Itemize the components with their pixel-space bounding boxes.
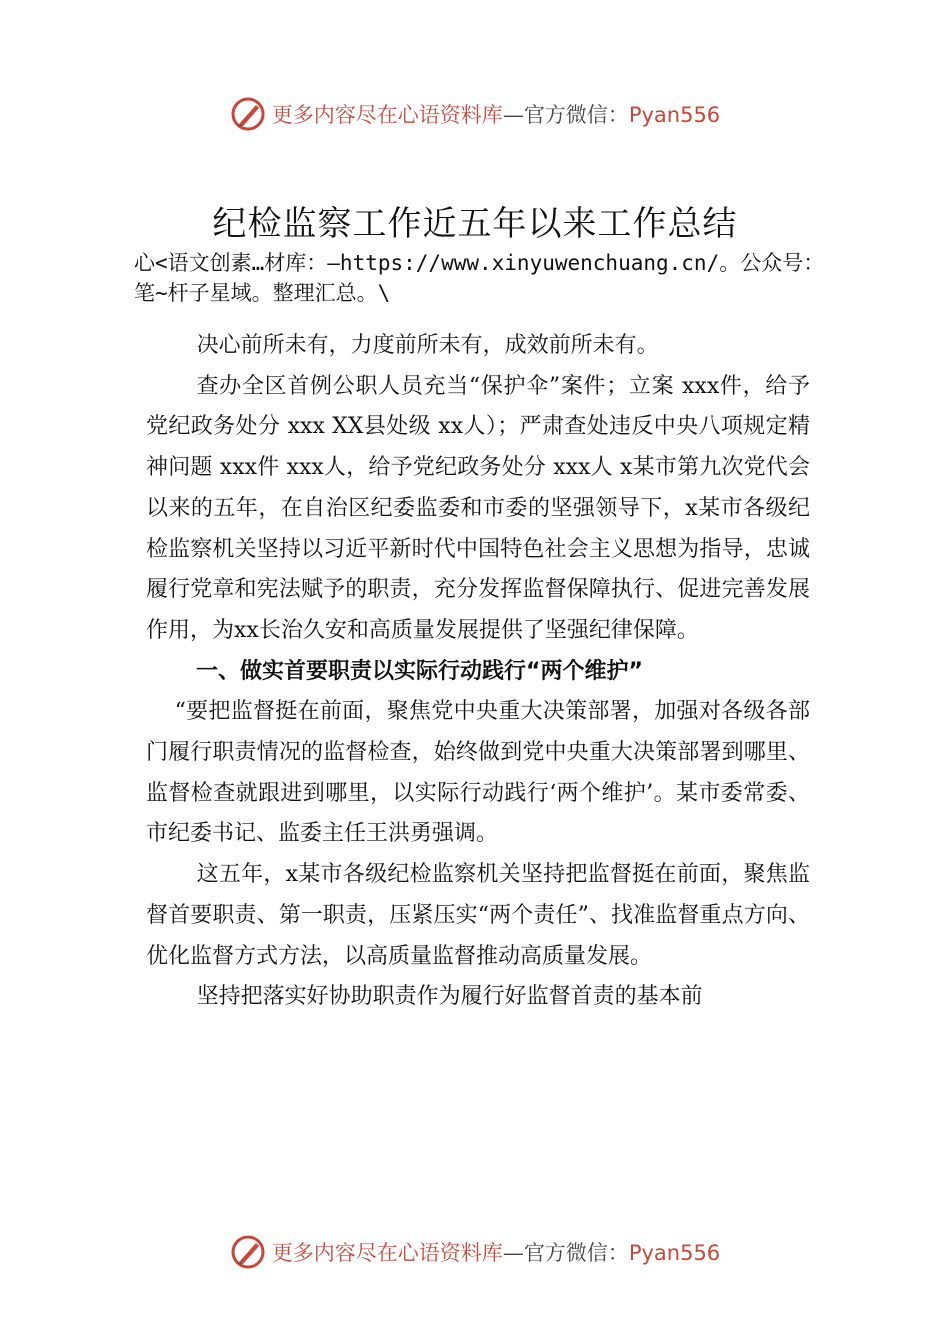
paragraph-3: “要把监督挺在前面，聚焦党中央重大决策部署，加强对各级各部门履行职责情况的监督检查，始终做到党中央重大决策部署到哪里、监督检查就跟进到哪里，以实际行动践行‘两个维护’。某市委常委、市纪委书记、监委主任王洪勇强调。 [146, 699, 810, 847]
banner-part2: —官方微信： [502, 103, 629, 127]
pen-logo-icon [230, 96, 266, 132]
banner-text [272, 1237, 720, 1267]
footer-banner [0, 1232, 950, 1272]
section-heading-1: 一、做实首要职责以实际行动践行“两个维护” [196, 658, 643, 684]
banner-wechat-id: Pyan556 [628, 103, 721, 127]
header-banner [0, 94, 950, 134]
banner-part1: 更多内容尽在心语资料库 [271, 1241, 503, 1265]
paragraph-4: 这五年，x某市各级纪检监察机关坚持把监督挺在前面，聚焦监督首要职责、第一职责，压紧压实“两个责任”、找准监督重点方向、优化监督方式方法，以高质量监督推动高质量发展。 [146, 862, 810, 969]
banner-text [272, 99, 720, 129]
document-title: 纪检监察工作近五年以来工作总结 [212, 204, 738, 244]
paragraph-5: 坚持把落实好协助职责作为履行好监督首责的基本前 [196, 984, 703, 1010]
pen-logo-icon [230, 1234, 266, 1270]
document-body [146, 326, 810, 1018]
banner-wechat-id: Pyan556 [628, 1241, 721, 1265]
source-line: 心<语文创素…材库：—https://www.xinyuwenchuang.cn/。公众号：笔~杆子星域。整理汇总。\ [134, 251, 825, 305]
paragraph-2: 查办全区首例公职人员充当“保护伞”案件；立案 xxx件，给予党纪政务处分 xxx XX县处级 xx人）；严肃查处违反中央八项规定精神问题 xxx件 xxx人，给予党纪政务处分 xxx人 x某市第九次党代会以来的五年，在自治区纪委监委和市委的坚强领导下，x某市各级纪检监察机关坚持以习近平新时代中国特色社会主义思想为指导，忠诚履行党章和宪法赋予的职责，充分发挥监督保障执行、促进完善发展作用，为xx长治久安和高质量发展提供了坚强纪律保障。 [146, 373, 810, 643]
paragraph-1: 决心前所未有，力度前所未有，成效前所未有。 [196, 333, 659, 358]
banner-part1: 更多内容尽在心语资料库 [271, 103, 503, 127]
banner-part2: —官方微信： [502, 1241, 629, 1265]
